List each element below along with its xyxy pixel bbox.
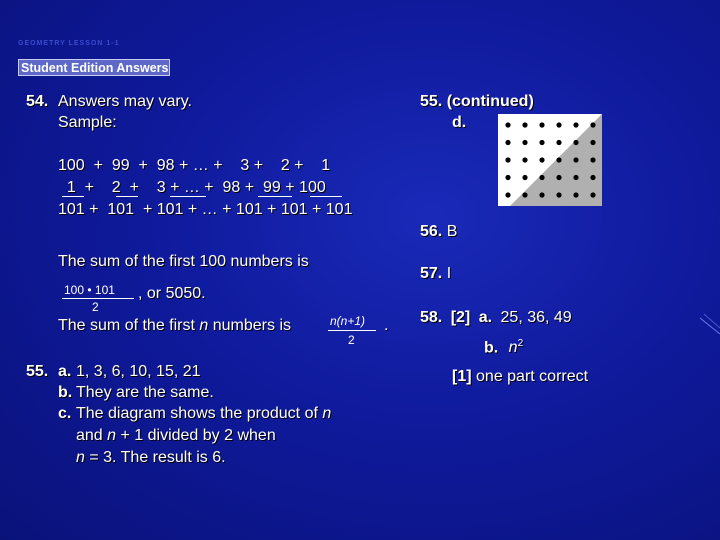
dot-grid-svg <box>498 114 602 206</box>
q55-b-text: They are the same. <box>76 384 214 401</box>
grid-dot <box>590 192 595 197</box>
q54-line1: Answers may vary. <box>58 93 192 110</box>
q57-answer: I <box>446 265 452 282</box>
q58-a-text: 25, 36, 49 <box>500 309 572 326</box>
q57 <box>420 264 451 284</box>
c-line1-var: n <box>322 405 332 422</box>
grid-dot <box>590 140 595 145</box>
q54-row1: 100 + 99 + 98 + … + 3 + 2 + 1 <box>58 157 331 174</box>
grid-dot <box>539 140 544 145</box>
q58-a-label: a. <box>478 309 493 326</box>
q55-d-label: d. <box>452 114 467 131</box>
grid-dot <box>505 175 510 180</box>
c-line2-post: + 1 divided by 2 when <box>116 427 276 444</box>
frac1-tail: , or 5050. <box>138 285 206 302</box>
grid-dot <box>590 157 595 162</box>
grid-dot <box>539 192 544 197</box>
q58-b-var: n <box>508 339 518 357</box>
grid-dot <box>556 192 561 197</box>
grid-dot <box>556 175 561 180</box>
grid-dot <box>573 192 578 197</box>
q55-c-label: c. <box>58 405 72 422</box>
q58-row-b <box>484 334 523 358</box>
grid-dot <box>556 157 561 162</box>
sum-n-pre: The sum of the first <box>58 317 200 334</box>
q58-one-part: one part correct <box>476 368 589 385</box>
q55-c-line2 <box>76 426 276 446</box>
q55-c-line1 <box>76 404 331 424</box>
q56-answer: B <box>446 223 458 240</box>
q54-line2: Sample: <box>58 114 117 131</box>
grid-dot <box>505 157 510 162</box>
c-line2-var: n <box>107 427 117 444</box>
q54-row2: 1 + 2 + 3 + … + 98 + 99 + 100 <box>58 179 326 196</box>
student-edition-badge: Student Edition Answers <box>18 59 170 76</box>
grid-dot <box>522 157 527 162</box>
sum-n-post: numbers is <box>208 317 291 334</box>
grid-dot <box>573 175 578 180</box>
frac2-denominator: 2 <box>348 333 355 347</box>
grid-dot <box>590 175 595 180</box>
q58-row-1 <box>452 367 588 387</box>
grid-dot <box>573 140 578 145</box>
grid-dot <box>556 122 561 127</box>
grid-dot <box>539 122 544 127</box>
q55-number: 55. <box>26 363 49 380</box>
sum-n-var: n <box>199 317 209 334</box>
row2-underline-5 <box>310 196 342 197</box>
q54-row3: 101 + 101 + 101 + … + 101 + 101 + 101 <box>58 201 353 218</box>
q54-sum-text: The sum of the first 100 numbers is <box>58 253 309 270</box>
q55-a-label: a. <box>58 363 72 380</box>
q55-a-text: 1, 3, 6, 10, 15, 21 <box>76 363 201 380</box>
q58-tag-1: [1] <box>452 368 472 385</box>
q55-continued-label: 55. (continued) <box>420 93 534 110</box>
q54-sum-n <box>58 316 291 336</box>
row2-underline-3 <box>170 196 206 197</box>
q55-c-line3 <box>76 448 226 468</box>
frac2-numerator: n(n+1) <box>330 314 366 328</box>
grid-dot <box>522 122 527 127</box>
grid-dot <box>590 122 595 127</box>
dot-grid-diagram <box>498 114 602 206</box>
c-line2-pre: and <box>76 427 108 444</box>
q58-number: 58. <box>420 309 443 326</box>
frac1-denominator: 2 <box>92 300 99 314</box>
decorative-corner-lines <box>700 300 720 350</box>
c-line3-var: n <box>76 449 85 466</box>
q57-number: 57. <box>420 265 443 282</box>
grid-dot <box>505 192 510 197</box>
row2-underline-1 <box>62 196 84 197</box>
lesson-header: GEOMETRY LESSON 1-1 <box>18 40 120 47</box>
frac2-bar <box>328 330 376 331</box>
q58-b-exp: 2 <box>517 338 524 349</box>
grid-dot <box>505 140 510 145</box>
frac1-numerator: 100 • 101 <box>64 283 115 297</box>
c-line1-pre: The diagram shows the product of <box>76 405 323 422</box>
q56 <box>420 222 457 242</box>
row2-underline-4 <box>258 196 292 197</box>
grid-dot <box>522 175 527 180</box>
q55-b-label: b. <box>58 384 73 401</box>
c-line3-post: = 3. The result is 6. <box>84 449 226 466</box>
row2-underline-2 <box>116 196 138 197</box>
grid-dot <box>573 122 578 127</box>
grid-dot <box>539 157 544 162</box>
grid-dot <box>539 175 544 180</box>
q54-number: 54. <box>26 93 49 110</box>
grid-dot <box>505 122 510 127</box>
grid-dot <box>522 140 527 145</box>
q56-number: 56. <box>420 223 443 240</box>
grid-dot <box>522 192 527 197</box>
frac1-bar <box>62 298 134 299</box>
q58-b-label: b. <box>484 339 499 357</box>
grid-dot <box>573 157 578 162</box>
q58-row-a <box>420 308 572 328</box>
grid-dot <box>556 140 561 145</box>
frac2-tail: . <box>384 317 389 334</box>
q58-tag-2: [2] <box>450 309 471 326</box>
